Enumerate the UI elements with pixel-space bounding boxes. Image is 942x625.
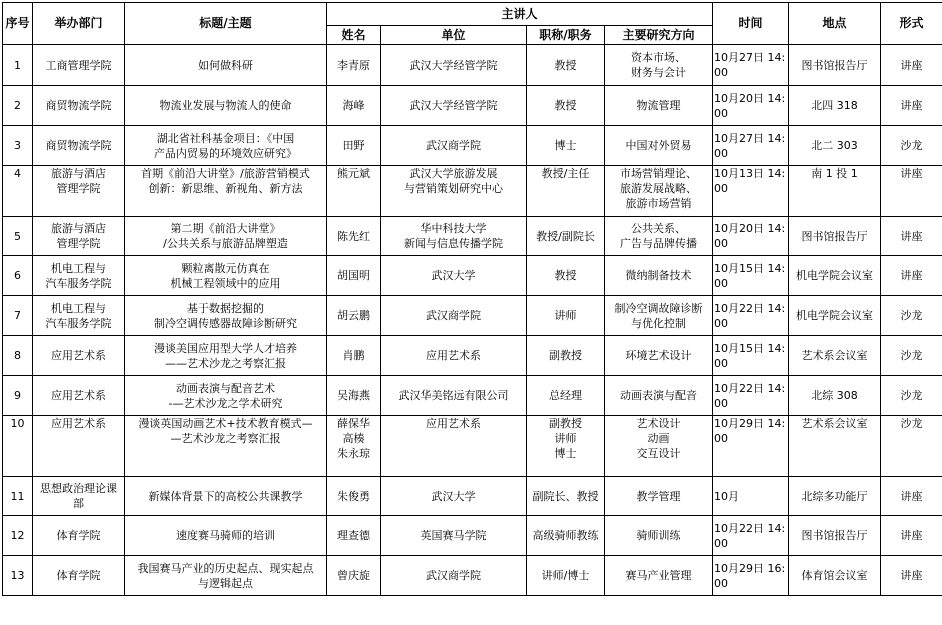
cell-title: 如何做科研 (125, 45, 327, 86)
cell-dept: 商贸物流学院 (33, 86, 125, 126)
cell-name: 肖鹏 (327, 336, 381, 376)
cell-position: 副院长、教授 (527, 477, 605, 516)
lecture-schedule-table (2, 2, 942, 596)
cell-format: 沙龙 (881, 416, 942, 477)
cell-place: 图书馆报告厅 (789, 516, 881, 556)
cell-dept: 思想政治理论课 部 (33, 477, 125, 516)
cell-dept: 旅游与酒店 管理学院 (33, 217, 125, 256)
cell-research: 微纳制备技术 (605, 256, 713, 296)
cell-title: 新媒体背景下的高校公共课教学 (125, 477, 327, 516)
cell-name: 薛保华 高楱 朱永琼 (327, 416, 381, 477)
cell-title: 湖北省社科基金项目：《中国 产品内贸易的环境效应研究》 (125, 126, 327, 166)
header-name: 姓名 (327, 26, 381, 45)
cell-dept: 旅游与酒店 管理学院 (33, 166, 125, 217)
cell-position: 教授 (527, 256, 605, 296)
cell-title: 漫谈英国动画艺术+技术教育模式— —艺术沙龙之考察汇报 (125, 416, 327, 477)
cell-format: 讲座 (881, 516, 942, 556)
cell-name: 陈先红 (327, 217, 381, 256)
cell-unit: 武汉大学 (381, 256, 527, 296)
cell-format: 讲座 (881, 166, 942, 217)
table-row (3, 376, 942, 416)
cell-no: 12 (3, 516, 33, 556)
cell-no: 6 (3, 256, 33, 296)
cell-name: 海峰 (327, 86, 381, 126)
cell-research: 中国对外贸易 (605, 126, 713, 166)
cell-research: 艺术设计 动画 交互设计 (605, 416, 713, 477)
cell-place: 图书馆报告厅 (789, 45, 881, 86)
cell-unit: 武汉大学经管学院 (381, 45, 527, 86)
cell-place: 北综多功能厅 (789, 477, 881, 516)
cell-name: 胡国明 (327, 256, 381, 296)
cell-place: 图书馆报告厅 (789, 217, 881, 256)
cell-place: 南 1 投 1 (789, 166, 881, 217)
cell-format: 讲座 (881, 217, 942, 256)
cell-position: 总经理 (527, 376, 605, 416)
cell-title: 物流业发展与物流人的使命 (125, 86, 327, 126)
cell-time: 10月22日 14: 00 (713, 516, 789, 556)
cell-research: 教学管理 (605, 477, 713, 516)
cell-dept: 应用艺术系 (33, 336, 125, 376)
header-speaker-group: 主讲人 (327, 3, 713, 26)
cell-no: 4 (3, 166, 33, 217)
cell-no: 3 (3, 126, 33, 166)
table-row (3, 86, 942, 126)
cell-title: 基于数据挖掘的 制冷空调传感器故障诊断研究 (125, 296, 327, 336)
cell-time: 10月27日 14: 00 (713, 126, 789, 166)
cell-name: 李青原 (327, 45, 381, 86)
cell-name: 熊元斌 (327, 166, 381, 217)
cell-dept: 商贸物流学院 (33, 126, 125, 166)
cell-time: 10月 (713, 477, 789, 516)
table-row (3, 126, 942, 166)
cell-unit: 武汉华美铭远有限公司 (381, 376, 527, 416)
cell-format: 讲座 (881, 477, 942, 516)
cell-research: 物流管理 (605, 86, 713, 126)
cell-time: 10月29日 16: 00 (713, 556, 789, 596)
cell-position: 教授 (527, 86, 605, 126)
cell-title: 颗粒离散元仿真在 机械工程领域中的应用 (125, 256, 327, 296)
cell-dept: 体育学院 (33, 516, 125, 556)
cell-place: 北四 318 (789, 86, 881, 126)
cell-no: 1 (3, 45, 33, 86)
cell-format: 沙龙 (881, 126, 942, 166)
cell-format: 讲座 (881, 86, 942, 126)
cell-name: 朱俊勇 (327, 477, 381, 516)
table-row (3, 416, 942, 477)
cell-research: 骑师训练 (605, 516, 713, 556)
cell-place: 机电学院会议室 (789, 256, 881, 296)
cell-unit: 武汉大学经管学院 (381, 86, 527, 126)
cell-unit: 武汉商学院 (381, 126, 527, 166)
cell-research: 资本市场、 财务与会计 (605, 45, 713, 86)
table-row (3, 477, 942, 516)
cell-no: 9 (3, 376, 33, 416)
cell-time: 10月20日 14: 00 (713, 217, 789, 256)
cell-title: 首期《前沿大讲堂》/旅游营销模式 创新：新思维、新视角、新方法 (125, 166, 327, 217)
cell-name: 胡云鹏 (327, 296, 381, 336)
cell-title: 速度赛马骑师的培训 (125, 516, 327, 556)
table-row (3, 296, 942, 336)
header-time: 时间 (713, 3, 789, 45)
cell-position: 讲师/博士 (527, 556, 605, 596)
cell-title: 我国赛马产业的历史起点、现实起点 与逻辑起点 (125, 556, 327, 596)
cell-time: 10月27日 14: 00 (713, 45, 789, 86)
cell-format: 讲座 (881, 556, 942, 596)
cell-place: 北二 303 (789, 126, 881, 166)
cell-no: 8 (3, 336, 33, 376)
cell-research: 公共关系、 广告与品牌传播 (605, 217, 713, 256)
cell-title: 动画表演与配音艺术 -—艺术沙龙之学术研究 (125, 376, 327, 416)
cell-position: 副教授 讲师 博士 (527, 416, 605, 477)
cell-research: 制冷空调故障诊断 与优化控制 (605, 296, 713, 336)
cell-position: 高级骑师教练 (527, 516, 605, 556)
cell-format: 沙龙 (881, 336, 942, 376)
table-row (3, 516, 942, 556)
cell-name: 田野 (327, 126, 381, 166)
table-body (3, 45, 942, 596)
table-row (3, 217, 942, 256)
cell-position: 博士 (527, 126, 605, 166)
cell-dept: 应用艺术系 (33, 376, 125, 416)
cell-unit: 武汉商学院 (381, 556, 527, 596)
cell-unit: 华中科技大学 新闻与信息传播学院 (381, 217, 527, 256)
cell-place: 机电学院会议室 (789, 296, 881, 336)
cell-no: 5 (3, 217, 33, 256)
cell-no: 7 (3, 296, 33, 336)
cell-dept: 体育学院 (33, 556, 125, 596)
cell-research: 动画表演与配音 (605, 376, 713, 416)
cell-unit: 武汉大学旅游发展 与营销策划研究中心 (381, 166, 527, 217)
cell-research: 赛马产业管理 (605, 556, 713, 596)
cell-place: 艺术系会议室 (789, 336, 881, 376)
cell-title: 第二期《前沿大讲堂》 /公共关系与旅游品牌塑造 (125, 217, 327, 256)
header-research: 主要研究方向 (605, 26, 713, 45)
cell-position: 教授 (527, 45, 605, 86)
cell-position: 副教授 (527, 336, 605, 376)
cell-unit: 武汉大学 (381, 477, 527, 516)
cell-time: 10月29日 14: 00 (713, 416, 789, 477)
cell-no: 10 (3, 416, 33, 477)
cell-position: 讲师 (527, 296, 605, 336)
cell-place: 体育馆会议室 (789, 556, 881, 596)
cell-time: 10月13日 14: 00 (713, 166, 789, 217)
cell-unit: 应用艺术系 (381, 416, 527, 477)
cell-unit: 应用艺术系 (381, 336, 527, 376)
header-unit: 单位 (381, 26, 527, 45)
cell-time: 10月22日 14: 00 (713, 376, 789, 416)
table-header (3, 3, 942, 45)
header-format: 形式 (881, 3, 942, 45)
cell-dept: 机电工程与 汽车服务学院 (33, 256, 125, 296)
cell-dept: 机电工程与 汽车服务学院 (33, 296, 125, 336)
cell-unit: 英国赛马学院 (381, 516, 527, 556)
cell-no: 11 (3, 477, 33, 516)
cell-time: 10月22日 14: 00 (713, 296, 789, 336)
header-place: 地点 (789, 3, 881, 45)
cell-no: 13 (3, 556, 33, 596)
table-row (3, 166, 942, 217)
cell-time: 10月15日 14: 00 (713, 336, 789, 376)
cell-place: 北综 308 (789, 376, 881, 416)
cell-place: 艺术系会议室 (789, 416, 881, 477)
header-no: 序号 (3, 3, 33, 45)
cell-format: 沙龙 (881, 296, 942, 336)
cell-research: 环境艺术设计 (605, 336, 713, 376)
table-row (3, 336, 942, 376)
cell-name: 曾庆旋 (327, 556, 381, 596)
cell-format: 讲座 (881, 45, 942, 86)
cell-position: 教授/副院长 (527, 217, 605, 256)
cell-no: 2 (3, 86, 33, 126)
cell-unit: 武汉商学院 (381, 296, 527, 336)
cell-title: 漫谈美国应用型大学人才培养 ——艺术沙龙之考察汇报 (125, 336, 327, 376)
cell-time: 10月15日 14: 00 (713, 256, 789, 296)
cell-research: 市场营销理论、 旅游发展战略、 旅游市场营销 (605, 166, 713, 217)
cell-dept: 工商管理学院 (33, 45, 125, 86)
cell-format: 沙龙 (881, 376, 942, 416)
header-dept: 举办部门 (33, 3, 125, 45)
cell-dept: 应用艺术系 (33, 416, 125, 477)
header-title: 标题/主题 (125, 3, 327, 45)
table-row (3, 556, 942, 596)
header-position: 职称/职务 (527, 26, 605, 45)
cell-name: 理查德 (327, 516, 381, 556)
cell-name: 吴海燕 (327, 376, 381, 416)
cell-time: 10月20日 14: 00 (713, 86, 789, 126)
cell-position: 教授/主任 (527, 166, 605, 217)
table-row (3, 45, 942, 86)
cell-format: 讲座 (881, 256, 942, 296)
table-row (3, 256, 942, 296)
